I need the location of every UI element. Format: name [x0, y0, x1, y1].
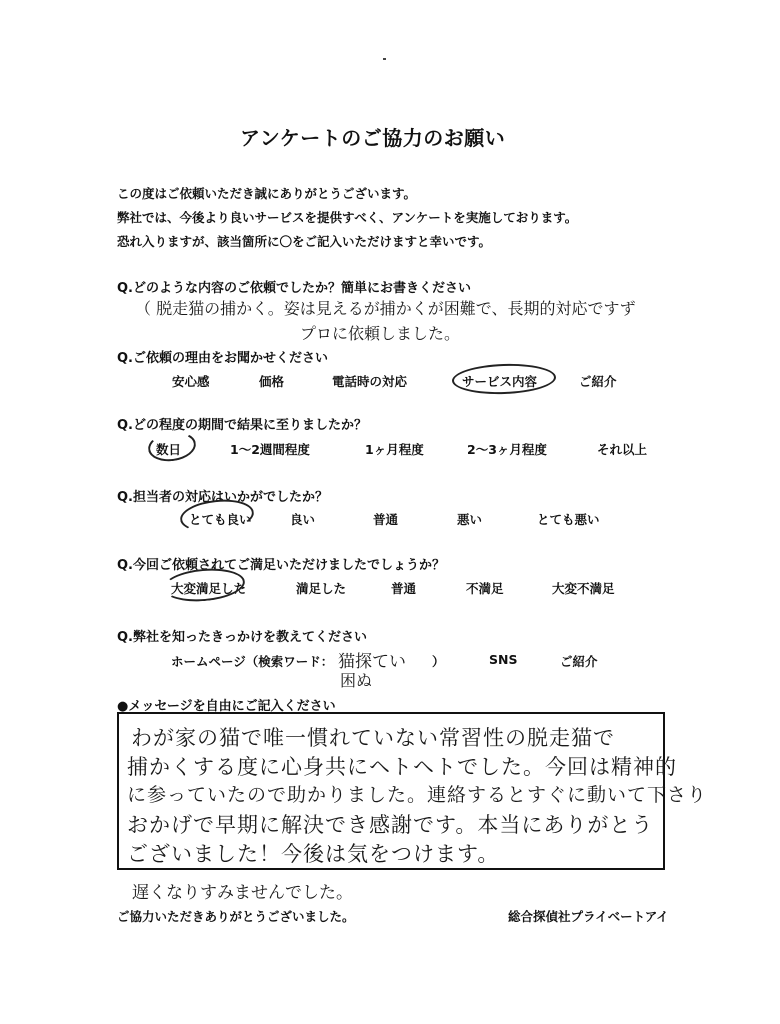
- q4-option-normal[interactable]: 普通: [373, 512, 399, 527]
- q2-option-referral[interactable]: ご紹介: [579, 374, 617, 389]
- q5-option-very-unsatisfied[interactable]: 大変不満足: [552, 581, 615, 596]
- q6-search-word-1[interactable]: 猫探てい: [338, 652, 406, 672]
- q6-option-referral[interactable]: ご紹介: [560, 654, 598, 669]
- q3-option-1month[interactable]: 1ヶ月程度: [365, 442, 424, 457]
- q1-answer-line-2[interactable]: プロに依頼しました。: [300, 324, 461, 343]
- q2-option-service[interactable]: サービス内容: [462, 374, 538, 389]
- q5-option-very-satisfied[interactable]: 大変満足した: [171, 581, 247, 596]
- page-title: アンケートのご協力のお願い: [240, 126, 506, 150]
- intro-line-1: この度はご依頼いただき誠にありがとうございます。: [117, 186, 417, 201]
- q2-question: Q.ご依頼の理由をお聞かせください: [117, 351, 328, 366]
- q5-option-normal[interactable]: 普通: [391, 581, 417, 596]
- q2-option-price[interactable]: 価格: [259, 374, 285, 389]
- message-box[interactable]: [117, 712, 708, 870]
- q5-question: Q.今回ご依頼されてご満足いただけましたでしょうか？: [117, 558, 445, 573]
- q5-option-unsatisfied[interactable]: 不満足: [466, 581, 504, 596]
- q3-option-1-2weeks[interactable]: 1～2週間程度: [230, 442, 310, 457]
- intro-line-3: 恐れ入りますが、該当箇所に〇をご記入いただけますと幸いです。: [117, 234, 492, 249]
- message-line-1: わが家の猫で唯一慣れていない常習性の脱走猫で: [131, 726, 615, 750]
- q2-selected-circle: [452, 362, 557, 396]
- q3-selected-circle: [146, 429, 198, 464]
- message-heading: ●メッセージを自由にご記入ください: [117, 699, 336, 714]
- q2-option-anshin[interactable]: 安心感: [172, 374, 210, 389]
- q4-option-very-good[interactable]: とても良い: [189, 512, 252, 527]
- intro-line-2: 弊社では、今後より良いサービスを提供すべく、アンケートを実施しております。: [117, 210, 578, 225]
- q6-homepage-label[interactable]: ホームページ（検索ワード：: [171, 654, 334, 669]
- q1-answer-line-1[interactable]: （ 脱走猫の捕かく。姿は見えるが捕かくが困難で、長期的対応ですず: [135, 299, 636, 318]
- q6-search-word-2[interactable]: 困ぬ: [340, 671, 373, 690]
- q6-question: Q.弊社を知ったきっかけを教えてください: [117, 630, 367, 645]
- q1-question: Q.どのような内容のご依頼でしたか？簡単にお書きください: [117, 281, 471, 296]
- message-line-5: ございました！今後は気をつけます。: [127, 842, 500, 866]
- q4-option-bad[interactable]: 悪い: [457, 512, 483, 527]
- q2-option-phone[interactable]: 電話時の対応: [332, 374, 408, 389]
- q6-homepage-close: ）: [432, 654, 445, 669]
- q3-option-more[interactable]: それ以上: [597, 442, 648, 457]
- message-line-4: おかげで早期に解決でき感謝です。本当にありがとう: [127, 813, 654, 837]
- footer-thanks: ご協力いただきありがとうございました。: [117, 909, 355, 924]
- q4-option-very-bad[interactable]: とても悪い: [537, 512, 600, 527]
- message-line-2: 捕かくする度に心身共にヘトヘトでした。今回は精神的: [127, 755, 677, 779]
- message-footnote: 遅くなりすみませんでした。: [132, 883, 353, 903]
- q3-option-days[interactable]: 数日: [156, 442, 182, 457]
- footer-company: 総合探偵社プライベートアイ: [508, 909, 669, 924]
- scan-speck: [383, 58, 386, 60]
- q4-option-good[interactable]: 良い: [290, 512, 316, 527]
- q6-option-sns[interactable]: SNS: [489, 652, 518, 667]
- q3-question: Q.どの程度の期間で結果に至りましたか？: [117, 418, 367, 433]
- q3-option-2-3months[interactable]: 2～3ヶ月程度: [467, 442, 547, 457]
- message-line-3: に参っていたので助かりました。連絡するとすぐに動いて下さり: [127, 784, 708, 806]
- q5-option-satisfied[interactable]: 満足した: [296, 581, 347, 596]
- q4-question: Q.担当者の対応はいかがでしたか？: [117, 490, 328, 505]
